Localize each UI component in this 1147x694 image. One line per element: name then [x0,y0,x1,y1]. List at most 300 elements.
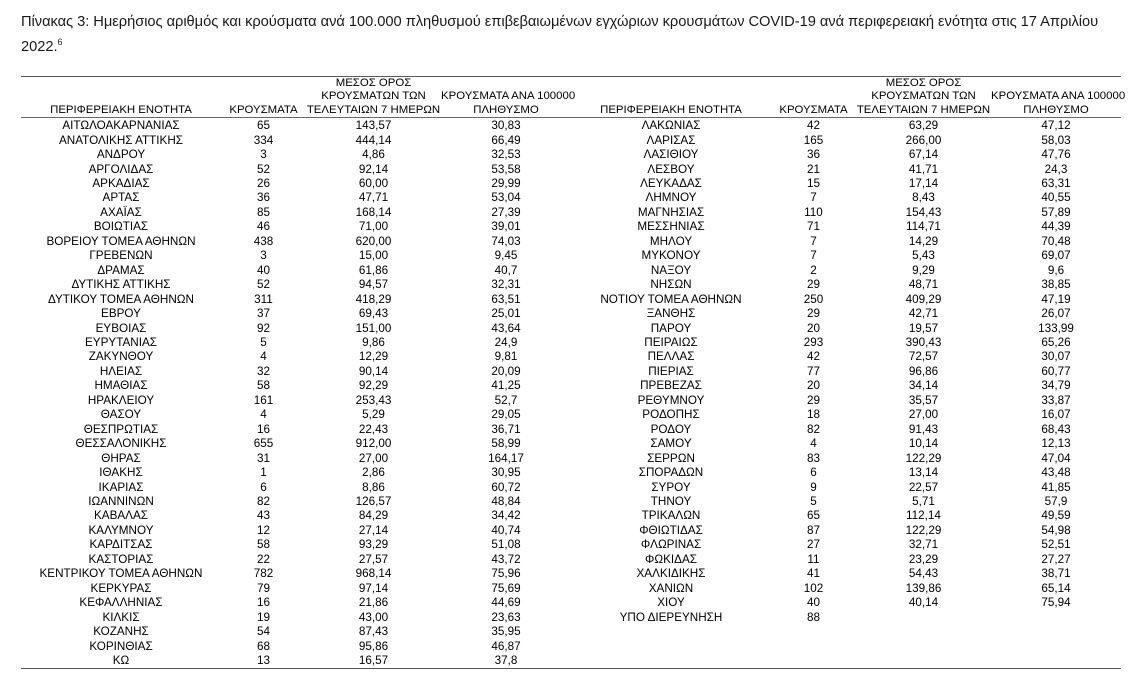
cell-region-name: ΡΟΔΟΥ [650,422,692,436]
cell-per-100k: 40,7 [494,263,518,277]
cell-per-100k: 23,63 [491,610,521,624]
cell-region-name: ΝΗΣΩΝ [650,278,692,292]
cell-per-100k: 47,04 [1041,451,1071,465]
cell-per-100k: 60,77 [1041,364,1071,378]
cell-region-name: ΝΑΞΟΥ [650,263,692,277]
cell-per-100k: 60,72 [491,480,521,494]
cell-cases: 655 [253,437,274,451]
cell-avg7: 968,14 [355,567,392,581]
table-row [21,350,1121,364]
table-row [21,582,1121,596]
table-row [21,481,1121,495]
header-region-right-label: ΠΕΡΙΦΕΡΕΙΑΚΗ ΕΝΟΤΗΤΑ [600,103,742,116]
cell-per-100k: 51,08 [491,538,521,552]
cell-region-name: ΠΙΕΡΙΑΣ [648,364,694,378]
cell-cases: 26 [256,177,270,191]
cell-region-name: ΜΑΓΝΗΣΙΑΣ [637,205,705,219]
cell-per-100k: 38,71 [1041,567,1071,581]
header-per100k-right-line2: ΠΛΗΘΥΣΜΟ [1023,103,1089,116]
cell-avg7: 96,86 [908,364,939,378]
cell-cases: 65 [806,509,820,523]
cell-per-100k: 24,9 [494,336,518,350]
cell-cases: 54 [256,625,270,639]
table-row [21,293,1121,307]
cell-region-name: ΕΒΡΟΥ [101,307,141,321]
cell-region-name: ΚΟΡΙΝΘΙΑΣ [89,639,153,653]
table-row [21,307,1121,321]
cell-per-100k: 57,89 [1041,205,1071,219]
cell-avg7: 5,29 [362,408,385,422]
cell-per-100k: 30,83 [491,119,521,133]
cell-per-100k: 41,25 [491,379,521,393]
cell-per-100k: 20,09 [491,364,521,378]
cell-cases: 2 [810,263,817,277]
cell-avg7: 32,71 [908,538,939,552]
cell-per-100k: 75,69 [491,581,521,595]
cell-region-name: ΛΑΚΩΝΙΑΣ [641,119,701,133]
header-cases-right [771,77,856,118]
cell-per-100k: 52,51 [1041,538,1071,552]
cell-avg7: 620,00 [355,234,392,248]
cell-avg7: 23,29 [908,552,939,566]
cell-avg7: 27,14 [358,523,389,537]
cell-region-name: ΚΙΛΚΙΣ [102,610,140,624]
cell-per-100k: 34,79 [1041,379,1071,393]
cell-cases: 68 [256,639,270,653]
cell-avg7 [856,611,991,625]
cell-cases: 31 [256,451,270,465]
cell-region-name: ΤΗΝΟΥ [650,495,692,508]
cell-per-100k: 63,31 [1041,177,1071,191]
cell-region-name: ΚΕΝΤΡΙΚΟΥ ΤΟΜΕΑ ΑΘΗΝΩΝ [39,567,203,581]
cell-avg7: 27,00 [908,408,939,422]
cell-avg7: 17,14 [908,177,939,191]
cell-cases: 85 [256,205,270,219]
cell-region-name: ΚΑΛΥΜΝΟΥ [88,523,154,537]
cell-per-100k: 30,07 [1041,350,1071,364]
cell-cases: 36 [256,191,270,205]
cell-per-100k [991,611,1121,625]
cell-per-100k: 65,26 [1041,336,1071,350]
header-cases-left [221,77,306,118]
cell-avg7: 35,57 [908,393,939,407]
cell-cases: 161 [253,393,274,407]
cell-avg7: 61,86 [358,263,389,277]
cell-per-100k: 49,59 [1041,509,1071,523]
cell-cases: 20 [806,321,820,335]
cell-cases: 15 [806,177,820,191]
cell-region-name: ΑΝΔΡΟΥ [96,148,146,162]
cell-avg7: 40,14 [908,596,939,610]
covid-regional-table [21,76,1126,669]
cell-region-name: ΧΑΛΚΙΔΙΚΗΣ [636,567,706,581]
cell-avg7: 266,00 [905,133,942,147]
regional-cases-table [21,77,1126,668]
cell-region-name: ΜΥΚΟΝΟΥ [641,249,701,263]
cell-cases: 29 [806,393,820,407]
cell-cases [771,654,856,668]
cell-cases: 82 [256,495,270,508]
cell-region-name: ΑΝΑΤΟΛΙΚΗΣ ΑΤΤΙΚΗΣ [59,133,183,147]
cell-cases: 11 [807,552,820,566]
cell-avg7: 71,00 [358,220,389,234]
cell-cases: 5 [810,495,817,508]
cell-avg7: 84,29 [358,509,389,523]
cell-per-100k: 46,87 [491,639,521,653]
cell-region-name: ΤΡΙΚΑΛΩΝ [641,509,701,523]
cell-region-name: ΚΑΡΔΙΤΣΑΣ [89,538,153,552]
cell-avg7: 95,86 [358,639,389,653]
cell-cases: 65 [256,119,270,133]
cell-avg7: 69,43 [358,307,389,321]
cell-region-name: ΙΘΑΚΗΣ [99,466,143,480]
cell-per-100k: 9,81 [494,350,518,364]
cell-cases: 19 [256,610,270,624]
cell-region-name: ΑΧΑΪΑΣ [100,205,142,219]
cell-cases: 82 [806,422,820,436]
cell-cases: 52 [256,162,270,176]
cell-region-name: ΖΑΚΥΝΘΟΥ [88,350,154,364]
header-avg7-right-line1: ΜΕΣΟΣ ΟΡΟΣ [885,77,962,89]
cell-cases: 9 [810,480,817,494]
cell-cases: 4 [260,350,267,364]
cell-per-100k: 27,27 [1041,552,1071,566]
cell-avg7: 91,43 [908,422,939,436]
cell-cases: 40 [806,596,820,610]
cell-per-100k: 32,53 [491,148,521,162]
cell-per-100k: 54,98 [1041,523,1071,537]
cell-per-100k: 65,14 [1041,581,1071,595]
cell-region-name: ΠΕΛΛΑΣ [647,350,695,364]
cell-per-100k: 27,39 [491,205,521,219]
table-row [21,654,1121,668]
cell-per-100k: 47,76 [1041,148,1071,162]
cell-per-100k: 58,99 [491,437,521,451]
cell-avg7: 4,86 [362,148,385,162]
table-row [21,249,1121,263]
cell-cases: 87 [806,523,820,537]
cell-region-name: ΔΥΤΙΚΟΥ ΤΟΜΕΑ ΑΘΗΝΩΝ [48,292,194,306]
cell-region-name: ΑΡΓΟΛΙΔΑΣ [88,162,154,176]
table-row [21,567,1121,581]
cell-avg7: 48,71 [908,278,939,292]
header-row [21,77,1121,118]
cell-cases: 7 [810,191,817,205]
cell-region-name: ΚΕΡΚΥΡΑΣ [90,581,152,595]
cell-region-name: ΑΡΤΑΣ [102,191,140,205]
table-row [21,423,1121,437]
cell-cases: 22 [256,552,270,566]
cell-per-100k: 33,87 [1041,393,1071,407]
cell-region-name: ΡΟΔΟΠΗΣ [642,408,700,422]
cell-cases: 36 [806,148,820,162]
cell-per-100k: 43,72 [491,552,521,566]
cell-avg7: 168,14 [355,205,392,219]
cell-avg7: 13,14 [908,466,939,480]
cell-avg7: 8,86 [362,480,385,494]
cell-cases: 110 [804,205,823,219]
cell-per-100k: 16,07 [1041,408,1071,422]
header-cases-right-label: ΚΡΟΥΣΜΑΤΑ [779,103,848,116]
table-row [21,640,1121,654]
table-row [21,235,1121,249]
cell-region-name: ΛΗΜΝΟΥ [645,191,697,205]
cell-avg7: 47,71 [358,191,389,205]
cell-cases: 7 [810,249,817,263]
cell-avg7: 87,43 [358,625,389,639]
cell-avg7: 112,14 [906,509,941,523]
cell-per-100k: 25,01 [491,307,521,321]
cell-per-100k: 40,55 [1041,191,1071,205]
cell-per-100k: 38,85 [1041,278,1071,292]
cell-per-100k: 69,07 [1041,249,1071,263]
cell-cases: 438 [253,234,274,248]
cell-per-100k: 35,95 [491,625,521,639]
table-body [21,118,1121,669]
header-region-left-label: ΠΕΡΙΦΕΡΕΙΑΚΗ ΕΝΟΤΗΤΑ [50,103,192,116]
cell-cases: 40 [256,263,270,277]
header-per100k-left-line2: ΠΛΗΘΥΣΜΟ [473,103,539,116]
cell-region-name: ΔΡΑΜΑΣ [97,263,145,277]
cell-region-name: ΦΘΙΩΤΙΔΑΣ [639,523,703,537]
cell-region-name: ΠΑΡΟΥ [650,321,692,335]
cell-per-100k: 44,69 [491,596,521,610]
cell-cases: 16 [256,422,270,436]
cell-per-100k: 47,12 [1041,119,1071,133]
cell-per-100k: 53,58 [491,162,521,176]
cell-cases: 782 [253,567,274,581]
table-header [21,77,1126,118]
cell-avg7: 60,00 [358,177,389,191]
cell-region-name: ΘΕΣΣΑΛΟΝΙΚΗΣ [75,437,167,451]
cell-region-name: ΚΑΣΤΟΡΙΑΣ [88,552,154,566]
cell-avg7: 22,57 [908,480,939,494]
cell-avg7: 54,43 [908,567,939,581]
cell-avg7: 2,86 [362,466,385,480]
cell-cases: 250 [803,292,824,306]
header-avg7-right-line3: ΤΕΛΕΥΤΑΙΩΝ 7 ΗΜΕΡΩΝ [856,103,991,116]
cell-per-100k: 48,84 [491,495,521,508]
header-avg7-left-line2: ΚΡΟΥΣΜΑΤΩΝ ΤΩΝ [321,90,426,103]
cell-region-name: ΚΕΦΑΛΛΗΝΙΑΣ [79,596,163,610]
cell-per-100k: 53,04 [491,191,521,205]
table-row [21,365,1121,379]
table-row [21,163,1121,177]
table-row [21,408,1121,422]
cell-cases: 52 [256,278,270,292]
header-avg7-right-line2: ΚΡΟΥΣΜΑΤΩΝ ΤΩΝ [871,90,976,103]
cell-cases: 41 [806,567,820,581]
cell-per-100k: 57,9 [1044,495,1068,508]
cell-region-name: ΧΑΝΙΩΝ [648,581,694,595]
cell-region-name: ΙΩΑΝΝΙΝΩΝ [88,495,154,508]
cell-region-name: ΔΥΤΙΚΗΣ ΑΤΤΙΚΗΣ [71,278,171,292]
cell-cases: 12 [256,523,270,537]
cell-per-100k: 74,03 [491,234,521,248]
cell-region-name: ΠΕΙΡΑΙΩΣ [644,336,698,350]
cell-cases: 18 [806,408,820,422]
cell-per-100k: 66,49 [491,133,521,147]
cell-avg7: 5,71 [912,495,935,508]
header-avg7-left-line1: ΜΕΣΟΣ ΟΡΟΣ [335,77,412,89]
cell-cases: 311 [254,292,273,306]
cell-region-name: ΣΥΡΟΥ [651,480,691,494]
cell-avg7: 63,29 [908,119,939,133]
header-avg7-left-line3: ΤΕΛΕΥΤΑΙΩΝ 7 ΗΜΕΡΩΝ [306,103,441,116]
cell-region-name: ΘΑΣΟΥ [100,408,142,422]
cell-per-100k: 41,85 [1041,480,1071,494]
cell-region-name: ΒΟΡΕΙΟΥ ΤΟΜΕΑ ΑΘΗΝΩΝ [46,234,196,248]
cell-cases: 21 [806,162,820,176]
cell-cases: 79 [256,581,270,595]
cell-per-100k: 36,71 [491,422,521,436]
cell-per-100k [991,625,1121,639]
cell-cases: 1 [260,466,267,480]
cell-per-100k: 29,05 [491,408,521,422]
cell-cases: 83 [806,451,820,465]
table-row [21,118,1121,134]
cell-avg7 [856,654,991,668]
cell-avg7: 114,71 [906,220,941,234]
table-row [21,264,1121,278]
cell-cases: 37 [256,307,270,321]
table-row [21,220,1121,234]
cell-cases: 6 [260,480,267,494]
cell-avg7: 27,00 [358,451,389,465]
header-region-right [571,77,771,118]
cell-cases: 6 [810,466,817,480]
cell-cases: 92 [256,321,270,335]
cell-per-100k: 133,99 [1038,321,1074,335]
cell-avg7: 67,14 [908,148,939,162]
cell-avg7: 12,29 [358,350,389,364]
cell-cases: 71 [806,220,820,234]
table-row [21,148,1121,162]
cell-region-name: ΠΡΕΒΕΖΑΣ [640,379,702,393]
cell-per-100k: 40,74 [491,523,521,537]
table-row [21,134,1121,148]
cell-avg7: 143,57 [355,119,392,133]
cell-avg7: 94,57 [358,278,389,292]
cell-cases [771,640,856,654]
cell-per-100k: 43,48 [1041,466,1071,480]
cell-cases: 102 [803,581,824,595]
cell-region-name: ΜΕΣΣΗΝΙΑΣ [637,220,705,234]
table-row [21,524,1121,538]
table-row [21,495,1121,509]
cell-avg7: 253,43 [355,393,392,407]
header-region-left [21,77,221,118]
cell-avg7: 16,57 [358,653,389,667]
cell-per-100k [991,654,1121,668]
cell-cases: 7 [810,234,817,248]
cell-per-100k: 58,03 [1041,133,1071,147]
cell-region-name [571,640,771,654]
table-row [21,611,1121,625]
header-avg7-left [306,77,441,118]
table-row [21,322,1121,336]
cell-per-100k: 34,42 [491,509,521,523]
cell-region-name: ΣΠΟΡΑΔΩΝ [638,466,704,480]
cell-avg7: 418,29 [355,292,392,306]
cell-per-100k: 164,17 [488,451,524,465]
cell-region-name: ΞΑΝΘΗΣ [646,307,696,321]
cell-region-name: ΥΠΟ ΔΙΕΡΕΥΝΗΣΗ [619,610,723,624]
cell-cases: 16 [256,596,270,610]
cell-region-name: ΘΗΡΑΣ [101,451,141,465]
cell-avg7: 9,29 [912,263,935,277]
cell-cases: 20 [806,379,820,393]
cell-region-name: ΚΟΖΑΝΗΣ [93,625,149,639]
cell-region-name: ΕΥΡΥΤΑΝΙΑΣ [85,336,157,350]
cell-avg7: 19,57 [908,321,939,335]
cell-region-name: ΑΡΚΑΔΙΑΣ [92,177,150,191]
cell-region-name: ΚΩ [112,653,130,667]
table-row [21,625,1121,639]
cell-region-name [571,625,771,639]
cell-per-100k: 26,07 [1041,307,1071,321]
cell-avg7: 390,43 [905,336,942,350]
cell-cases: 13 [256,653,270,667]
cell-region-name: ΡΕΘΥΜΝΟΥ [637,393,705,407]
cell-avg7: 9,86 [362,336,385,350]
cell-avg7: 92,14 [358,162,389,176]
cell-cases: 42 [806,119,820,133]
table-row [21,538,1121,552]
cell-cases: 27 [806,538,820,552]
cell-region-name: ΛΑΡΙΣΑΣ [646,133,696,147]
table-row [21,206,1121,220]
cell-per-100k: 12,13 [1041,437,1071,451]
cell-avg7: 41,71 [908,162,939,176]
cell-region-name: ΦΛΩΡΙΝΑΣ [640,538,702,552]
cell-avg7: 409,29 [905,292,942,306]
cell-region-name [571,654,771,668]
cell-region-name: ΒΟΙΩΤΙΑΣ [93,220,149,234]
cell-region-name: ΗΡΑΚΛΕΙΟΥ [87,393,155,407]
cell-avg7: 14,29 [908,234,939,248]
cell-per-100k: 29,99 [491,177,521,191]
cell-per-100k: 9,45 [494,249,518,263]
header-per100k-left [441,77,576,118]
cell-avg7 [856,640,991,654]
cell-per-100k: 47,19 [1041,292,1071,306]
cell-per-100k: 32,31 [491,278,521,292]
cell-cases: 88 [806,610,820,624]
cell-region-name: ΘΕΣΠΡΩΤΙΑΣ [83,422,159,436]
cell-cases: 29 [806,307,820,321]
cell-cases: 32 [256,364,270,378]
cell-per-100k: 52,7 [494,393,518,407]
cell-cases [771,625,856,639]
cell-cases: 4 [260,408,267,422]
header-per100k-right [991,77,1126,118]
table-row [21,553,1121,567]
table-row [21,437,1121,451]
table-row [21,336,1121,350]
cell-cases: 42 [806,350,820,364]
cell-region-name: ΗΛΕΙΑΣ [99,364,143,378]
cell-cases: 29 [806,278,820,292]
cell-region-name: ΓΡΕΒΕΝΩΝ [89,249,153,263]
cell-avg7: 122,29 [905,451,942,465]
cell-region-name: ΕΥΒΟΙΑΣ [95,321,147,335]
cell-region-name: ΙΚΑΡΙΑΣ [98,480,144,494]
table-row [21,596,1121,610]
table-row [21,509,1121,523]
header-per100k-left-line1: ΚΡΟΥΣΜΑΤΑ ΑΝΑ 100000 [441,90,576,103]
cell-avg7: 122,29 [905,523,942,537]
